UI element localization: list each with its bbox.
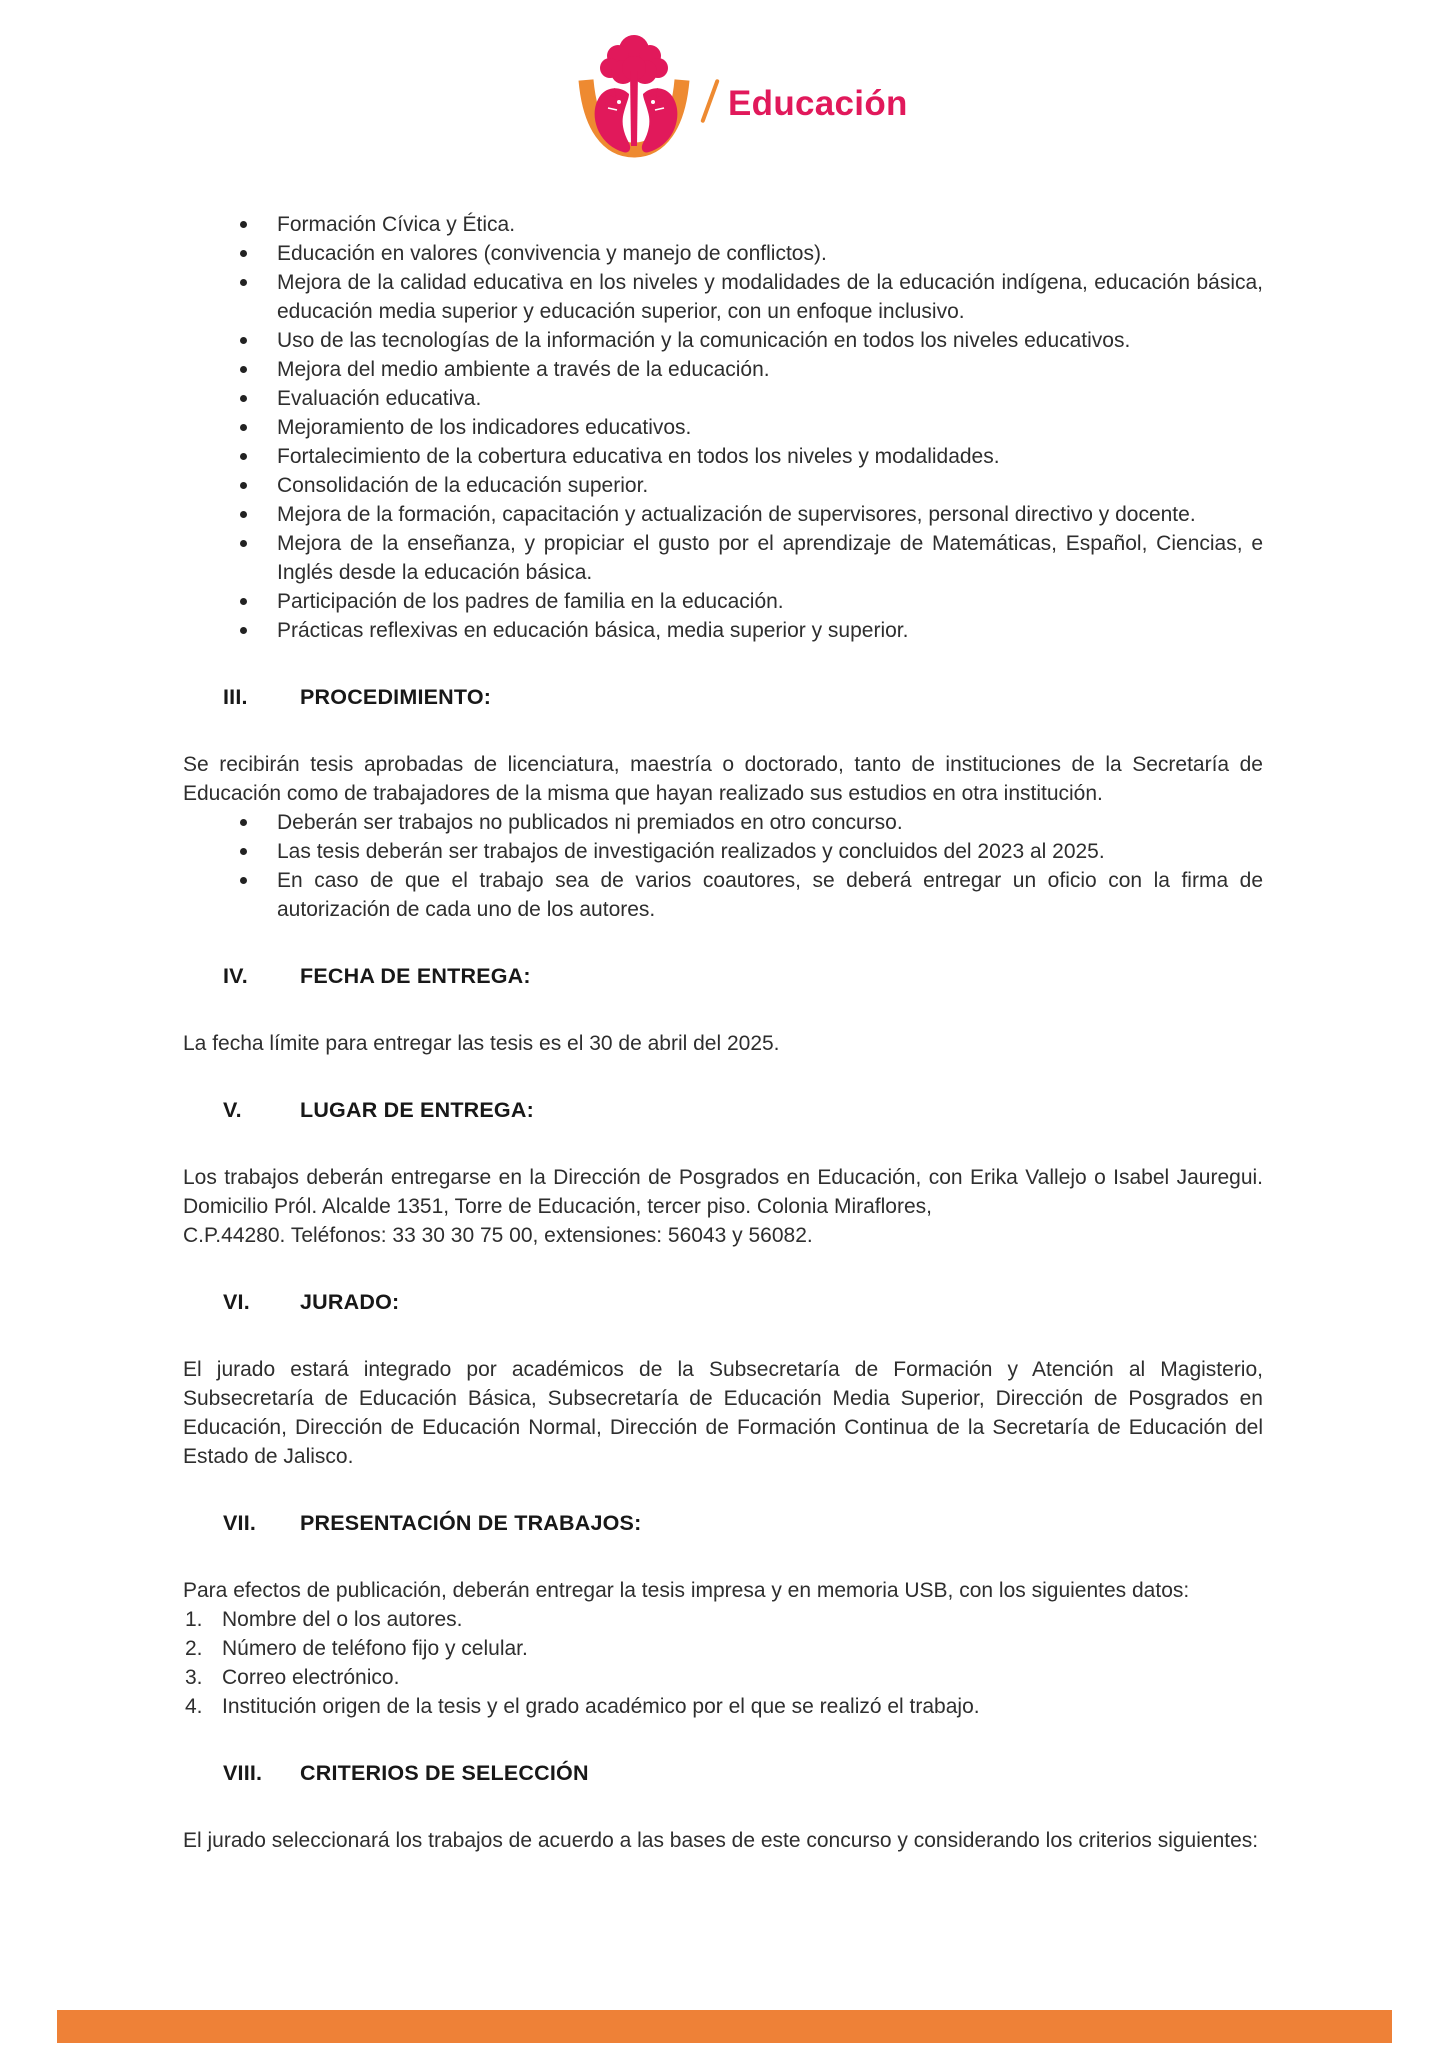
- list-number: 2.: [185, 1637, 203, 1660]
- list-number: 1.: [185, 1608, 203, 1631]
- section-heading: [183, 683, 1263, 712]
- section-numeral: VII.: [223, 1511, 257, 1535]
- section-fecha-de-entrega: [183, 962, 1263, 1058]
- list-item: Mejora de la formación, capacitación y actualización de supervisores, personal directivo y docente.: [183, 500, 1263, 529]
- section-numeral: IV.: [223, 964, 248, 988]
- section-numeral: VIII.: [223, 1761, 263, 1785]
- list-item: Educación en valores (convivencia y manejo de conflictos).: [183, 239, 1263, 268]
- list-text: Correo electrónico.: [222, 1666, 400, 1689]
- logo-wordmark: Educación: [728, 84, 908, 123]
- list-text: Institución origen de la tesis y el grado académico por el que se realizó el trabajo.: [222, 1695, 980, 1718]
- section-title: PRESENTACIÓN DE TRABAJOS:: [300, 1511, 642, 1535]
- paragraph: El jurado seleccionará los trabajos de acuerdo a las bases de este concurso y considerando los criterios siguientes:: [183, 1829, 1259, 1852]
- sej-flower-logo-icon: [545, 28, 723, 166]
- section-title: FECHA DE ENTREGA:: [300, 964, 531, 988]
- section-title: PROCEDIMIENTO:: [300, 685, 492, 709]
- list-item: Participación de los padres de familia en la educación.: [183, 587, 1263, 616]
- section-jurado: [183, 1288, 1263, 1471]
- section-title: JURADO:: [300, 1290, 400, 1314]
- section-bullet-list: [183, 808, 1263, 924]
- list-item: Deberán ser trabajos no publicados ni premiados en otro concurso.: [183, 808, 1263, 837]
- paragraph: Para efectos de publicación, deberán entregar la tesis impresa y en memoria USB, con los siguientes datos:: [183, 1579, 1190, 1602]
- paragraph: El jurado estará integrado por académicos de la Subsecretaría de Formación y Atención al Magisterio, Subsecretaría de Educación Básica, Subsecretaría de Educación Media Superior, Dirección de Posgrados en Educación, Dirección de Educación Normal, Dirección de Formación Continua de la Secretaría de Educación del Estado de Jalisco.: [183, 1358, 1263, 1468]
- section-numeral: VI.: [223, 1290, 250, 1314]
- list-item: Prácticas reflexivas en educación básica, media superior y superior.: [183, 616, 1263, 645]
- list-item: Evaluación educativa.: [183, 384, 1263, 413]
- list-text: Nombre del o los autores.: [222, 1608, 463, 1631]
- section-heading: [183, 1096, 1263, 1125]
- section-heading: [183, 962, 1263, 991]
- section-procedimiento: [183, 683, 1263, 924]
- section-title: LUGAR DE ENTREGA:: [300, 1098, 534, 1122]
- intro-bullet-list: [183, 210, 1263, 645]
- list-item: [183, 1634, 1263, 1663]
- paragraph: La fecha límite para entregar las tesis es el 30 de abril del 2025.: [183, 1032, 780, 1055]
- list-number: 3.: [185, 1666, 203, 1689]
- paragraph: Los trabajos deberán entregarse en la Dirección de Posgrados en Educación, con Erika Vallejo o Isabel Jauregui. Domicilio Pról. Alcalde 1351, Torre de Educación, tercer piso. Colonia Miraflores,: [183, 1166, 1263, 1218]
- list-item: [183, 1692, 1263, 1721]
- section-presentacion-de-trabajos: [183, 1509, 1263, 1721]
- section-heading: [183, 1288, 1263, 1317]
- numbered-list: [183, 1605, 1263, 1721]
- list-item: Formación Cívica y Ética.: [183, 210, 1263, 239]
- list-number: 4.: [185, 1695, 203, 1718]
- section-lugar-de-entrega: [183, 1096, 1263, 1250]
- list-item: Las tesis deberán ser trabajos de investigación realizados y concluidos del 2023 al 2025.: [183, 837, 1263, 866]
- list-text: Número de teléfono fijo y celular.: [222, 1637, 528, 1660]
- list-item: Consolidación de la educación superior.: [183, 471, 1263, 500]
- list-item: Mejoramiento de los indicadores educativos.: [183, 413, 1263, 442]
- paragraph: Se recibirán tesis aprobadas de licenciatura, maestría o doctorado, tanto de instituciones de la Secretaría de Educación como de trabajadores de la misma que hayan realizado sus estudios en otra institución.: [183, 753, 1263, 805]
- list-item: Mejora del medio ambiente a través de la educación.: [183, 355, 1263, 384]
- list-item: Fortalecimiento de la cobertura educativa en todos los niveles y modalidades.: [183, 442, 1263, 471]
- list-item: [183, 1663, 1263, 1692]
- list-item: En caso de que el trabajo sea de varios coautores, se deberá entregar un oficio con la firma de autorización de cada uno de los autores.: [183, 866, 1263, 924]
- list-item: Mejora de la calidad educativa en los niveles y modalidades de la educación indígena, educación básica, educación media superior y educación superior, con un enfoque inclusivo.: [183, 268, 1263, 326]
- list-item: Uso de las tecnologías de la información y la comunicación en todos los niveles educativos.: [183, 326, 1263, 355]
- list-item: Mejora de la enseñanza, y propiciar el gusto por el aprendizaje de Matemáticas, Español, Ciencias, e Inglés desde la educación básica.: [183, 529, 1263, 587]
- document-body: [183, 210, 1263, 1855]
- section-criterios-de-seleccion: [183, 1759, 1263, 1855]
- paragraph: C.P.44280. Teléfonos: 33 30 30 75 00, extensiones: 56043 y 56082.: [183, 1224, 813, 1247]
- section-heading: [183, 1509, 1263, 1538]
- section-title: CRITERIOS DE SELECCIÓN: [300, 1761, 589, 1785]
- footer-accent-bar: [57, 2010, 1392, 2043]
- section-numeral: III.: [223, 685, 248, 709]
- section-numeral: V.: [223, 1098, 242, 1122]
- section-heading: [183, 1759, 1263, 1788]
- list-item: [183, 1605, 1263, 1634]
